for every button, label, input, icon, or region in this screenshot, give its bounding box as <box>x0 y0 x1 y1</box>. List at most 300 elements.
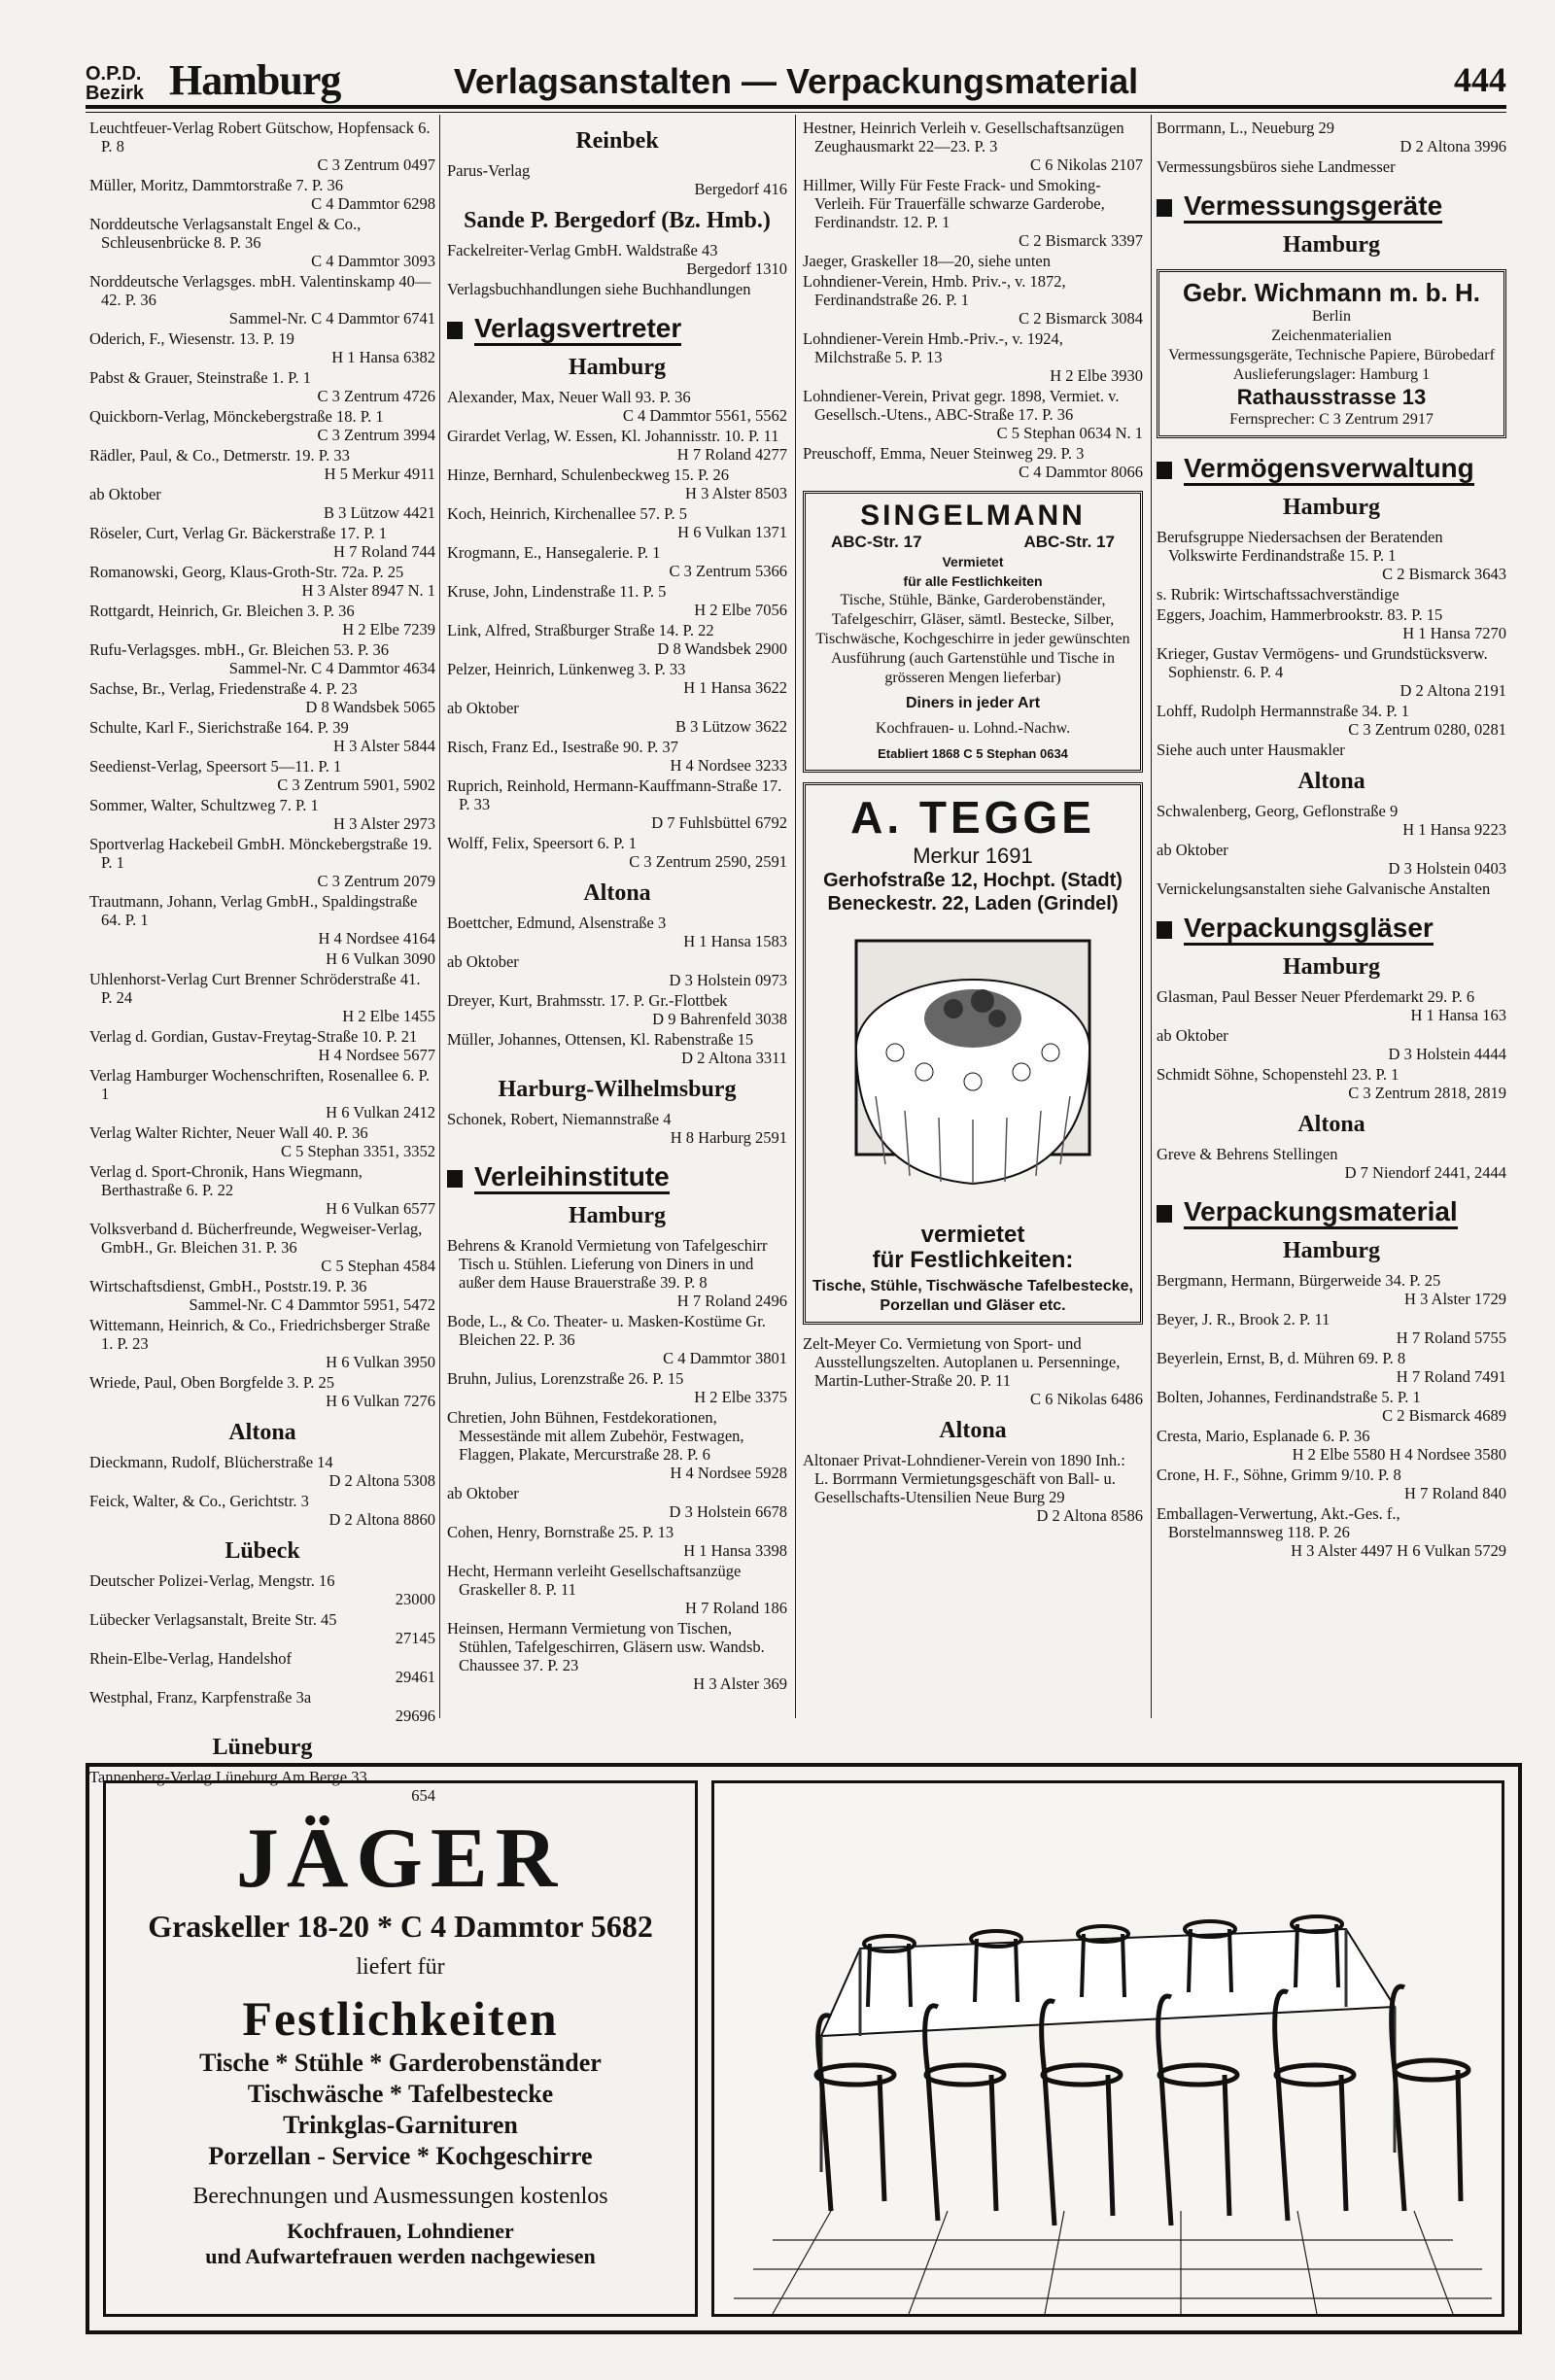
entry-phone: H 6 Vulkan 3950 <box>326 1353 435 1371</box>
directory-entry <box>1157 528 1506 583</box>
ad-headline: Festlichkeiten <box>242 1991 559 2046</box>
jaeger-advertisement <box>86 1763 1522 2334</box>
entry-phone: H 8 Harburg 2591 <box>670 1128 787 1147</box>
entry-phone: H 1 Hansa 163 <box>1410 1006 1506 1024</box>
directory-entry <box>447 1523 787 1560</box>
directory-entry <box>1157 1349 1506 1386</box>
directory-entry <box>1157 987 1506 1024</box>
entry-list <box>447 126 787 298</box>
directory-entry <box>447 1562 787 1617</box>
entry-name: Volksverband d. Bücherfreunde, Wegweiser-Verlag, GmbH., Gr. Bleichen 31. P. 36 <box>89 1220 423 1257</box>
directory-entry <box>89 563 435 600</box>
directory-entry <box>803 1451 1143 1525</box>
entry-phone: Bergedorf 416 <box>694 180 787 198</box>
entry-phone: C 3 Zentrum 4726 <box>317 387 435 405</box>
entry-name: Alexander, Max, Neuer Wall 93. P. 36 <box>447 388 691 406</box>
entry-name: Wirtschaftsdienst, GmbH., Poststr.19. P. 36 <box>89 1277 367 1295</box>
entry-phone: H 2 Elbe 7239 <box>342 620 435 638</box>
column-3 <box>803 119 1143 1527</box>
entry-name: ab Oktober <box>1157 1026 1228 1045</box>
ad-line: Tische, Stühle, Tischwäsche Tafelbestecke, Porzellan und Gläser etc. <box>812 1278 1133 1314</box>
directory-entry <box>447 427 787 464</box>
city-subheading: Altona <box>583 880 651 906</box>
square-bullet-icon <box>447 1170 463 1188</box>
section-heading <box>447 1160 787 1193</box>
page-number: 444 <box>1454 60 1506 99</box>
directory-entry <box>89 272 435 328</box>
entry-phone: H 4 Nordsee 4164 <box>318 929 435 948</box>
entry-phone: D 8 Wandsbek 5065 <box>305 698 435 716</box>
directory-entry <box>803 176 1143 250</box>
entry-name: Bode, L., & Co. Theater- u. Masken-Kostüme Gr. Bleichen 22. P. 36 <box>447 1312 766 1349</box>
entry-name: Cohen, Henry, Bornstraße 25. P. 13 <box>447 1523 674 1541</box>
entry-name: Verlag Hamburger Wochenschriften, Rosenallee 6. P. 1 <box>89 1066 430 1103</box>
entry-name: Rottgardt, Heinrich, Gr. Bleichen 3. P. 36 <box>89 602 355 620</box>
entry-name: Glasman, Paul Besser Neuer Pferdemarkt 29. P. 6 <box>1157 987 1475 1006</box>
directory-entry <box>447 1369 787 1406</box>
directory-entry <box>803 1334 1143 1408</box>
ad-title: JÄGER <box>235 1811 566 1906</box>
entry-phone: H 6 Vulkan 7276 <box>326 1392 435 1410</box>
entry-phone: C 4 Dammtor 3093 <box>311 252 435 270</box>
entry-name: Verlag Walter Richter, Neuer Wall 40. P. 36 <box>89 1123 368 1142</box>
ad-address: ABC-Str. 17 <box>1023 533 1115 551</box>
entry-phone: C 4 Dammtor 6298 <box>311 194 435 213</box>
entry-name: Schmidt Söhne, Schopenstehl 23. P. 1 <box>1157 1065 1400 1084</box>
entry-name: Krieger, Gustav Vermögens- und Grundstücksverw. Sophienstr. 6. P. 4 <box>1157 644 1488 681</box>
directory-entry <box>447 161 787 198</box>
city-subheading: Hamburg <box>1282 954 1380 980</box>
entry-name: Chretien, John Bühnen, Festdekorationen, Messestände mit allem Zubehör, Festwagen, Flaggen, Plakate, Mercurstraße 28. P. 6 <box>447 1408 744 1464</box>
entry-phone: H 6 Vulkan 3090 <box>326 949 435 968</box>
entry-phone: 23000 <box>395 1590 435 1608</box>
entry-name: Behrens & Kranold Vermietung von Tafelgeschirr Tisch u. Stühlen. Lieferung von Diners in und außer dem Hause Brauerstraße 39. P. 8 <box>447 1236 768 1292</box>
directory-entry <box>1157 605 1506 642</box>
entry-list <box>1157 1236 1506 1560</box>
ad-address: Graskeller 18-20 * C 4 Dammtor 5682 <box>148 1909 653 1944</box>
directory-entry <box>447 466 787 502</box>
directory-entry <box>89 602 435 638</box>
bezirk-label: Bezirk <box>86 83 145 104</box>
city-subheading: Lübeck <box>225 1538 300 1564</box>
directory-entry <box>1157 1310 1506 1347</box>
entry-phone: H 3 Alster 369 <box>693 1674 787 1693</box>
entry-phone: 29696 <box>395 1707 435 1725</box>
directory-entry <box>89 368 435 405</box>
entry-name: Bergmann, Hermann, Bürgerweide 34. P. 25 <box>1157 1271 1441 1290</box>
entry-name: Deutscher Polizei-Verlag, Mengstr. 16 <box>89 1571 335 1590</box>
entry-name: Lübecker Verlagsanstalt, Breite Str. 45 <box>89 1610 337 1629</box>
directory-entry <box>447 1110 787 1147</box>
square-bullet-icon <box>1157 199 1172 217</box>
city-subheading: Altona <box>939 1418 1007 1443</box>
entry-phone: D 2 Altona 3311 <box>681 1049 787 1067</box>
ad-line: Kochfrauen, Lohndiener <box>287 2219 514 2243</box>
section-title: Verlagsvertreter <box>474 313 681 346</box>
directory-entry <box>89 1027 435 1064</box>
ad-address-row <box>812 533 1134 552</box>
entry-name: Vernickelungsanstalten siehe Galvanische Anstalten <box>1157 880 1491 898</box>
directory-entry <box>89 1066 435 1121</box>
entry-name: Rädler, Paul, & Co., Detmerstr. 19. P. 33 <box>89 446 350 465</box>
entry-phone: H 4 Nordsee 5928 <box>670 1464 787 1482</box>
directory-entry <box>447 1484 787 1521</box>
entry-phone: H 1 Hansa 7270 <box>1402 624 1506 642</box>
entry-name: Beyerlein, Ernst, B, d. Mühren 69. P. 8 <box>1157 1349 1406 1367</box>
entry-phone: 27145 <box>395 1629 435 1647</box>
entry-name: Wriede, Paul, Oben Borgfelde 3. P. 25 <box>89 1373 334 1392</box>
entry-phone: 654 <box>411 1786 435 1805</box>
square-bullet-icon <box>1157 462 1172 479</box>
entry-phone: H 4 Nordsee 3233 <box>670 756 787 775</box>
tegge-ad <box>803 782 1143 1325</box>
ad-title: A. TEGGE <box>850 792 1095 843</box>
entry-phone: H 3 Alster 2973 <box>333 814 435 833</box>
square-bullet-icon <box>447 322 463 339</box>
directory-entry <box>1157 1388 1506 1425</box>
directory-entry <box>89 1123 435 1160</box>
column-divider <box>795 115 796 1718</box>
entry-phone: C 2 Bismarck 3397 <box>1019 231 1143 250</box>
entry-phone: D 3 Holstein 0403 <box>1388 859 1506 878</box>
entry-phone: Sammel-Nr. C 4 Dammtor 6741 <box>228 309 435 328</box>
directory-entry <box>89 1492 435 1529</box>
directory-entry <box>89 1453 435 1490</box>
ad-address: Gerhofstraße 12, Hochpt. (Stadt) <box>823 870 1123 891</box>
entry-phone: H 1 Hansa 1583 <box>683 932 787 950</box>
directory-entry <box>803 272 1143 328</box>
directory-entry <box>447 914 787 950</box>
entry-name: Verlagsbuchhandlungen siehe Buchhandlungen <box>447 280 751 298</box>
city-subheading: Reinbek <box>575 128 659 154</box>
directory-entry <box>1157 880 1506 898</box>
entry-name: Borrmann, L., Neueburg 29 <box>1157 119 1334 137</box>
directory-entry <box>89 679 435 716</box>
ad-line: Vermietet <box>942 554 1004 569</box>
entry-name: Preuschoff, Emma, Neuer Steinweg 29. P. 3 <box>803 444 1085 463</box>
entry-name: ab Oktober <box>447 952 519 971</box>
entry-list <box>1157 119 1506 176</box>
city-subheading: Altona <box>228 1420 296 1445</box>
directory-entry <box>1157 157 1506 176</box>
entry-phone: B 3 Lützow 3622 <box>674 717 787 736</box>
entry-phone: D 3 Holstein 0973 <box>669 971 787 989</box>
directory-entry <box>89 1688 435 1725</box>
entry-phone: H 3 Alster 1729 <box>1404 1290 1506 1308</box>
entry-name: Lohndiener-Verein, Hmb. Priv.-, v. 1872, Ferdinandstraße 26. P. 1 <box>803 272 1066 309</box>
entry-phone: C 2 Bismarck 3084 <box>1019 309 1143 328</box>
directory-entry <box>89 215 435 270</box>
entry-phone: H 1 Hansa 6382 <box>331 348 435 366</box>
entry-phone: H 7 Roland 4277 <box>676 445 787 464</box>
entry-phone: H 6 Vulkan 2412 <box>326 1103 435 1121</box>
entry-name: Berufsgruppe Niedersachsen der Beratenden Volkswirte Ferdinandstraße 15. P. 1 <box>1157 528 1443 565</box>
section-title: Verpackungsmaterial <box>1184 1196 1458 1229</box>
entry-phone: C 2 Bismarck 3643 <box>1382 565 1506 583</box>
entry-phone: C 6 Nikolas 2107 <box>1030 155 1143 174</box>
page-title: Verlagsanstalten — Verpackungsmaterial <box>453 61 1139 101</box>
ad-line: Vermessungsgeräte, Technische Papiere, Bürobedarf <box>1168 347 1495 363</box>
ad-line: Zeichenmaterialien <box>1271 328 1392 344</box>
ad-line: Trinkglas-Garnituren <box>283 2111 518 2139</box>
directory-entry <box>89 407 435 444</box>
entry-phone: C 5 Stephan 4584 <box>321 1257 435 1275</box>
directory-entry <box>89 119 435 174</box>
entry-phone: H 4 Nordsee 5677 <box>318 1046 435 1064</box>
ad-address: ABC-Str. 17 <box>831 533 922 551</box>
column-divider <box>1151 115 1152 1718</box>
ad-line: Auslieferungslager: Hamburg 1 <box>1232 366 1431 383</box>
entry-name: Ruprich, Reinhold, Hermann-Kauffmann-Straße 17. P. 33 <box>447 776 782 813</box>
directory-entry <box>447 504 787 541</box>
directory-entry <box>89 524 435 561</box>
directory-entry <box>89 1316 435 1371</box>
entry-phone: H 5 Merkur 4911 <box>324 465 435 483</box>
entry-name: Hinze, Bernhard, Schulenbeckweg 15. P. 26 <box>447 466 730 484</box>
entry-name: Emballagen-Verwertung, Akt.-Ges. f., Borstelmannsweg 118. P. 26 <box>1157 1504 1400 1541</box>
entry-list <box>1157 952 1506 1182</box>
directory-entry <box>89 1649 435 1686</box>
column-4 <box>1157 119 1506 1562</box>
header-rule <box>86 105 1506 113</box>
directory-entry <box>89 1610 435 1647</box>
entry-phone: H 3 Alster 5844 <box>333 737 435 755</box>
directory-entry <box>89 1277 435 1314</box>
directory-entry <box>89 835 435 890</box>
directory-entry <box>803 119 1143 174</box>
entry-name: Beyer, J. R., Brook 2. P. 11 <box>1157 1310 1330 1328</box>
entry-name: Westphal, Franz, Karpfenstraße 3a <box>89 1688 312 1707</box>
ad-line: Tischwäsche * Tafelbestecke <box>247 2080 554 2108</box>
directory-entry <box>89 1571 435 1608</box>
directory-entry <box>1157 1145 1506 1182</box>
ad-line: und Aufwartefrauen werden nachgewiesen <box>205 2244 596 2268</box>
entry-phone: D 2 Altona 8860 <box>328 1510 435 1529</box>
entry-name: Röseler, Curt, Verlag Gr. Bäckerstraße 17. P. 1 <box>89 524 388 542</box>
entry-name: Romanowski, Georg, Klaus-Groth-Str. 72a. P. 25 <box>89 563 404 581</box>
entry-name: Hestner, Heinrich Verleih v. Gesellschaftsanzügen Zeughausmarkt 22—23. P. 3 <box>803 119 1124 155</box>
directory-entry <box>1157 119 1506 155</box>
directory-entry <box>803 444 1143 481</box>
entry-name: Müller, Johannes, Ottensen, Kl. Rabenstraße 15 <box>447 1030 754 1049</box>
entry-phone: D 7 Fuhlsbüttel 6792 <box>651 813 787 832</box>
entry-phone: D 2 Altona 2191 <box>1400 681 1506 700</box>
directory-entry <box>803 252 1143 270</box>
directory-entry <box>1157 1271 1506 1308</box>
singelmann-ad <box>803 491 1143 773</box>
entry-name: Jaeger, Graskeller 18—20, siehe unten <box>803 252 1052 270</box>
entry-name: Schulte, Karl F., Sierichstraße 164. P. 39 <box>89 718 349 737</box>
entry-name: Pabst & Grauer, Steinstraße 1. P. 1 <box>89 368 312 387</box>
directory-entry <box>447 834 787 871</box>
entry-name: Verlag d. Sport-Chronik, Hans Wiegmann, Berthastraße 6. P. 22 <box>89 1162 363 1199</box>
entry-name: Bolten, Johannes, Ferdinandstraße 5. P. 1 <box>1157 1388 1421 1406</box>
directory-entry <box>89 1373 435 1410</box>
entry-phone: H 7 Roland 7491 <box>1396 1367 1506 1386</box>
directory-entry <box>89 176 435 213</box>
entry-name: Greve & Behrens Stellingen <box>1157 1145 1338 1163</box>
entry-list <box>447 1201 787 1693</box>
directory-entry <box>1157 702 1506 739</box>
opd-label: O.P.D. <box>86 63 142 85</box>
city-subheading: Hamburg <box>568 1203 666 1228</box>
section-heading <box>1157 452 1506 485</box>
directory-entry <box>89 329 435 366</box>
entry-name: Leuchtfeuer-Verlag Robert Gütschow, Hopfensack 6. P. 8 <box>89 119 431 155</box>
entry-name: Crone, H. F., Söhne, Grimm 9/10. P. 8 <box>1157 1466 1401 1484</box>
entry-name: Zelt-Meyer Co. Vermietung von Sport- und Ausstellungszelten. Autoplanen u. Persenninge, Martin-Luther-Straße 20. P. 11 <box>803 1334 1121 1390</box>
entry-name: Wolff, Felix, Speersort 6. P. 1 <box>447 834 637 852</box>
ad-line: für alle Festlichkeiten <box>903 573 1043 589</box>
directory-entry <box>89 446 435 483</box>
directory-entry <box>1157 1466 1506 1502</box>
entry-phone: D 2 Altona 5308 <box>328 1471 435 1490</box>
city-subheading: Hamburg <box>1282 495 1380 520</box>
entry-name: Tannenberg-Verlag Lüneburg Am Berge 33 <box>89 1768 367 1786</box>
entry-phone: H 3 Alster 8947 N. 1 <box>301 581 435 600</box>
entry-name: Altonaer Privat-Lohndiener-Verein von 1890 Inh.: L. Borrmann Vermietungsgeschäft von Ball- u. Gesellschafts-Utensilien Neue Burg 29 <box>803 1451 1125 1506</box>
section-title: Verleihinstitute <box>474 1161 670 1194</box>
entry-list <box>803 119 1143 481</box>
jaeger-text-panel <box>103 1780 698 2317</box>
entry-phone: Sammel-Nr. C 4 Dammtor 4634 <box>228 659 435 677</box>
entry-name: Uhlenhorst-Verlag Curt Brenner Schröderstraße 41. P. 24 <box>89 970 421 1007</box>
entry-name: Vermessungsbüros siehe Landmesser <box>1157 157 1396 176</box>
entry-phone: H 7 Roland 840 <box>1404 1484 1506 1502</box>
entry-list <box>89 119 435 1805</box>
entry-phone: H 7 Roland 5755 <box>1396 1328 1506 1347</box>
entry-name: Koch, Heinrich, Kirchenallee 57. P. 5 <box>447 504 687 523</box>
entry-phone: C 3 Zentrum 0280, 0281 <box>1348 720 1506 739</box>
city-subheading: Hamburg <box>1282 232 1380 258</box>
entry-phone: C 4 Dammtor 5561, 5562 <box>622 406 787 425</box>
entry-phone: Bergedorf 1310 <box>686 259 787 278</box>
ad-address: Beneckestr. 22, Laden (Grindel) <box>827 893 1119 914</box>
city-title: Hamburg <box>169 56 341 104</box>
entry-name: Parus-Verlag <box>447 161 531 180</box>
entry-phone: 29461 <box>395 1668 435 1686</box>
directory-entry <box>89 757 435 794</box>
entry-phone: H 2 Elbe 3375 <box>694 1388 787 1406</box>
entry-name: Heinsen, Hermann Vermietung von Tischen, Stühlen, Tafelgeschirren, Gläsern usw. Wandsb. Chaussee 37. P. 23 <box>447 1619 765 1674</box>
entry-phone: H 6 Vulkan 1371 <box>677 523 787 541</box>
ad-phone: Merkur 1691 <box>913 844 1033 868</box>
entry-phone: Sammel-Nr. C 4 Dammtor 5951, 5472 <box>189 1295 435 1314</box>
entry-phone: H 1 Hansa 9223 <box>1402 820 1506 839</box>
entry-phone: C 3 Zentrum 2079 <box>317 872 435 890</box>
entry-name: Lohndiener-Verein Hmb.-Priv.-, v. 1924, Milchstraße 5. P. 13 <box>803 329 1063 366</box>
entry-name: ab Oktober <box>447 699 519 717</box>
entry-name: Lohff, Rudolph Hermannstraße 34. P. 1 <box>1157 702 1409 720</box>
ad-line: Etabliert 1868 C 5 Stephan 0634 <box>878 746 1068 761</box>
entry-phone: D 2 Altona 8586 <box>1036 1506 1143 1525</box>
directory-entry <box>447 1030 787 1067</box>
city-subheading: Sande P. Bergedorf (Bz. Hmb.) <box>464 208 771 233</box>
city-subheading: Hamburg <box>1282 1238 1380 1263</box>
directory-entry <box>89 485 435 522</box>
entry-name: Rhein-Elbe-Verlag, Handelshof <box>89 1649 293 1668</box>
ad-line: Berechnungen und Ausmessungen kostenlos <box>192 2184 608 2209</box>
directory-entry <box>1157 841 1506 878</box>
entry-list <box>1157 230 1506 259</box>
directory-entry <box>1157 1427 1506 1464</box>
city-subheading: Altona <box>1297 769 1365 794</box>
entry-name: Eggers, Joachim, Hammerbrookstr. 83. P. 15 <box>1157 605 1443 624</box>
wichmann-ad <box>1157 269 1506 438</box>
directory-entry <box>1157 585 1506 604</box>
entry-name: Siehe auch unter Hausmakler <box>1157 741 1345 759</box>
directory-entry <box>89 796 435 833</box>
directory-entry <box>447 1619 787 1693</box>
directory-entry <box>89 1162 435 1218</box>
entry-phone: C 3 Zentrum 5366 <box>669 562 787 580</box>
directory-entry <box>1157 1065 1506 1102</box>
entry-name: s. Rubrik: Wirtschaftssachverständige <box>1157 585 1400 604</box>
entry-phone: H 6 Vulkan 6577 <box>326 1199 435 1218</box>
directory-entry <box>447 280 787 298</box>
ad-line: Tische * Stühle * Garderobenständer <box>199 2049 602 2077</box>
entry-name: Sommer, Walter, Schultzweg 7. P. 1 <box>89 796 319 814</box>
entry-phone: B 3 Lützow 4421 <box>323 503 435 522</box>
entry-name: Quickborn-Verlag, Mönckebergstraße 18. P. 1 <box>89 407 384 426</box>
directory-entry <box>89 718 435 755</box>
entry-list <box>1157 493 1506 898</box>
directory-entry <box>89 949 435 968</box>
entry-phone: C 6 Nikolas 6486 <box>1030 1390 1143 1408</box>
entry-phone: H 2 Elbe 7056 <box>694 601 787 619</box>
entry-name: Bruhn, Julius, Lorenzstraße 26. P. 15 <box>447 1369 684 1388</box>
entry-phone: H 7 Roland 744 <box>333 542 435 561</box>
directory-entry <box>803 329 1143 385</box>
entry-phone: H 1 Hansa 3398 <box>683 1541 787 1560</box>
entry-name: ab Oktober <box>447 1484 519 1502</box>
ad-line: für Festlichkeiten: <box>872 1247 1074 1273</box>
directory-entry <box>89 640 435 677</box>
directory-entry <box>447 388 787 425</box>
directory-entry <box>447 1312 787 1367</box>
page-header <box>86 56 1506 105</box>
section-title: Vermögensverwaltung <box>1184 453 1474 486</box>
entry-phone: D 8 Wandsbek 2900 <box>657 639 787 658</box>
directory-entry <box>447 991 787 1028</box>
directory-entry <box>447 1236 787 1310</box>
column-1 <box>89 119 435 1807</box>
entry-name: Norddeutsche Verlagsges. mbH. Valentinskamp 40—42. P. 36 <box>89 272 432 309</box>
directory-entry <box>1157 1026 1506 1063</box>
directory-entry <box>89 1220 435 1275</box>
table-and-chairs-illustration <box>711 1780 1504 2317</box>
entry-phone: H 1 Hansa 3622 <box>683 678 787 697</box>
entry-name: Risch, Franz Ed., Isestraße 90. P. 37 <box>447 738 678 756</box>
directory-entry <box>1157 802 1506 839</box>
entry-name: Norddeutsche Verlagsanstalt Engel & Co., Schleusenbrücke 8. P. 36 <box>89 215 362 252</box>
ad-line: Diners in jeder Art <box>905 695 1041 711</box>
entry-phone: C 3 Zentrum 3994 <box>317 426 435 444</box>
column-divider <box>439 115 440 1718</box>
directory-entry <box>89 970 435 1025</box>
entry-name: Rufu-Verlagsges. mbH., Gr. Bleichen 53. P. 36 <box>89 640 389 659</box>
entry-phone: H 3 Alster 8503 <box>685 484 787 502</box>
entry-phone: D 3 Holstein 4444 <box>1388 1045 1506 1063</box>
directory-entry <box>1157 1504 1506 1560</box>
entry-name: Kruse, John, Lindenstraße 11. P. 5 <box>447 582 667 601</box>
entry-name: Girardet Verlag, W. Essen, Kl. Johannisstr. 10. P. 11 <box>447 427 779 445</box>
section-heading <box>1157 1195 1506 1228</box>
entry-phone: H 7 Roland 2496 <box>676 1292 787 1310</box>
entry-phone: C 5 Stephan 0634 N. 1 <box>996 424 1143 442</box>
entry-name: Pelzer, Heinrich, Lünkenweg 3. P. 33 <box>447 660 686 678</box>
entry-name: Link, Alfred, Straßburger Straße 14. P. 22 <box>447 621 714 639</box>
